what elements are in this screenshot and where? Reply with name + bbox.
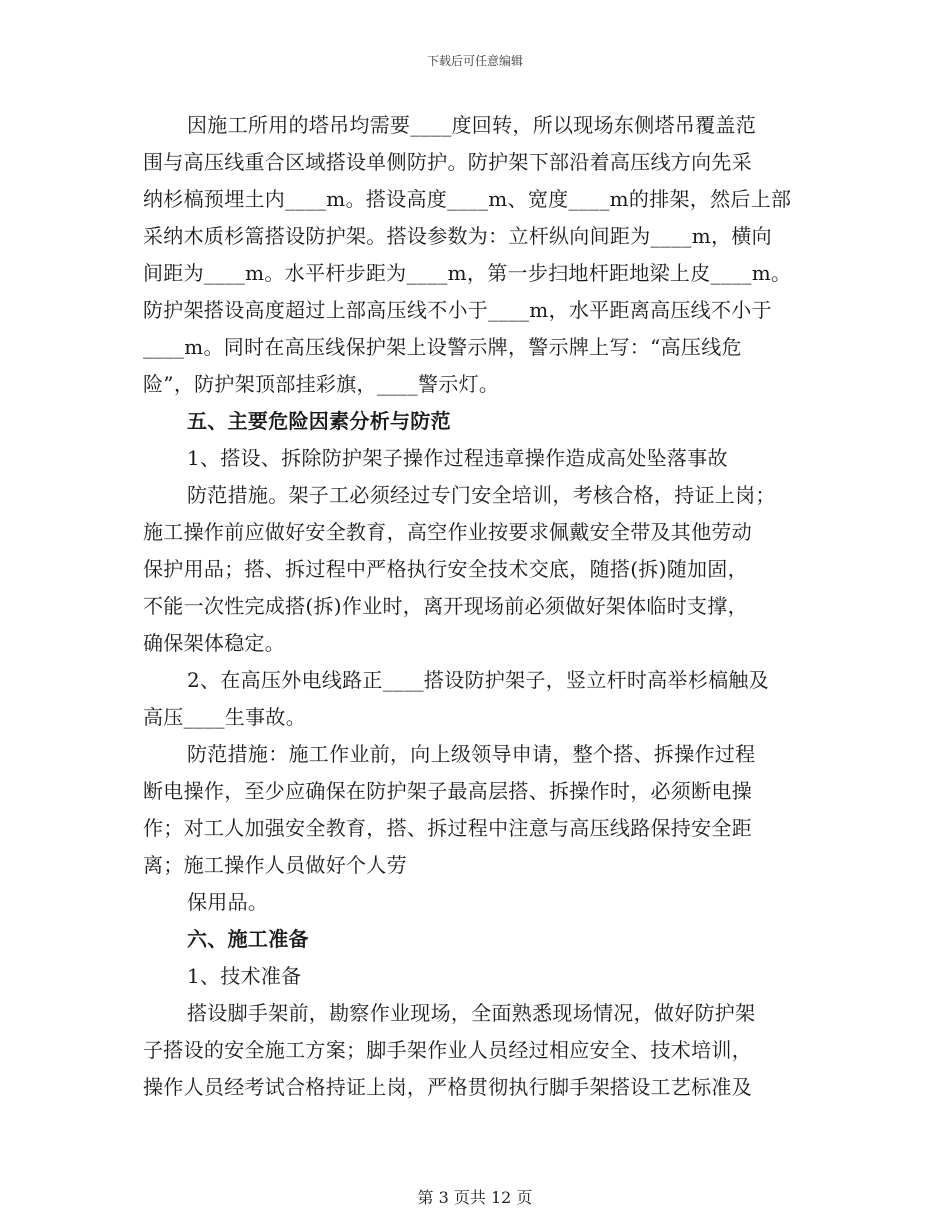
text-line: 保用品。: [187, 890, 269, 914]
section-heading: 六、施工准备: [187, 927, 309, 951]
text-line: 2、在高压外电线路正____搭设防护架子，竖立杆时高举杉槁触及: [187, 668, 770, 692]
text-line: 搭设脚手架前，勘察作业现场，全面熟悉现场情况，做好防护架: [187, 1001, 756, 1025]
text-line: 围与高压线重合区域搭设单侧防护。防护架下部沿着高压线方向先采: [143, 150, 752, 174]
text-line: 1、技术准备: [187, 964, 302, 988]
page-header: 下载后可任意编辑: [426, 54, 523, 68]
text-line: 不能一次性完成搭(拆)作业时，离开现场前必须做好架体临时支撑，: [143, 594, 748, 618]
section-heading: 五、主要危险因素分析与防范: [187, 409, 451, 433]
text-line: 操作人员经考试合格持证上岗，严格贯彻执行脚手架搭设工艺标准及: [143, 1075, 752, 1099]
text-line: 险”，防护架顶部挂彩旗，____警示灯。: [143, 372, 500, 396]
text-line: 保护用品；搭、拆过程中严格执行安全技术交底，随搭(拆)随加固，: [143, 557, 748, 581]
text-line: 高压____生事故。: [143, 705, 306, 729]
text-line: 子搭设的安全施工方案；脚手架作业人员经过相应安全、技术培训，: [143, 1038, 752, 1062]
text-line: 施工操作前应做好安全教育，高空作业按要求佩戴安全带及其他劳动: [143, 520, 752, 544]
text-line: 间距为____m。水平杆步距为____m，第一步扫地杆距地梁上皮____m。: [143, 261, 792, 285]
text-line: 纳杉槁预埋土内____m。搭设高度____m、宽度____m的排架，然后上部: [143, 187, 792, 211]
text-line: 采纳木质杉篙搭设防护架。搭设参数为：立杆纵向间距为____m，横向: [143, 224, 772, 248]
text-line: 确保架体稳定。: [143, 631, 286, 655]
text-line: 防护架搭设高度超过上部高压线不小于____m，水平距离高压线不小于: [143, 298, 772, 322]
text-line: 1、搭设、拆除防护架子操作过程违章操作造成高处坠落事故: [187, 446, 728, 470]
page-footer: 第 3 页共 12 页: [417, 1188, 533, 1207]
text-line: 离；施工操作人员做好个人劳: [143, 853, 407, 877]
text-line: 因施工所用的塔吊均需要____度回转，所以现场东侧塔吊覆盖范: [187, 113, 756, 137]
text-line: ____m。同时在高压线保护架上设警示牌，警示牌上写：“高压线危: [143, 335, 742, 359]
text-line: 防范措施。架子工必须经过专门安全培训，考核合格，持证上岗；: [187, 483, 776, 507]
text-line: 防范措施：施工作业前，向上级领导申请，整个搭、拆操作过程: [187, 742, 756, 766]
document-body: [143, 107, 808, 1106]
text-line: 断电操作，至少应确保在防护架子最高层搭、拆操作时，必须断电操: [143, 779, 752, 803]
text-line: 作；对工人加强安全教育，搭、拆过程中注意与高压线路保持安全距: [143, 816, 752, 840]
